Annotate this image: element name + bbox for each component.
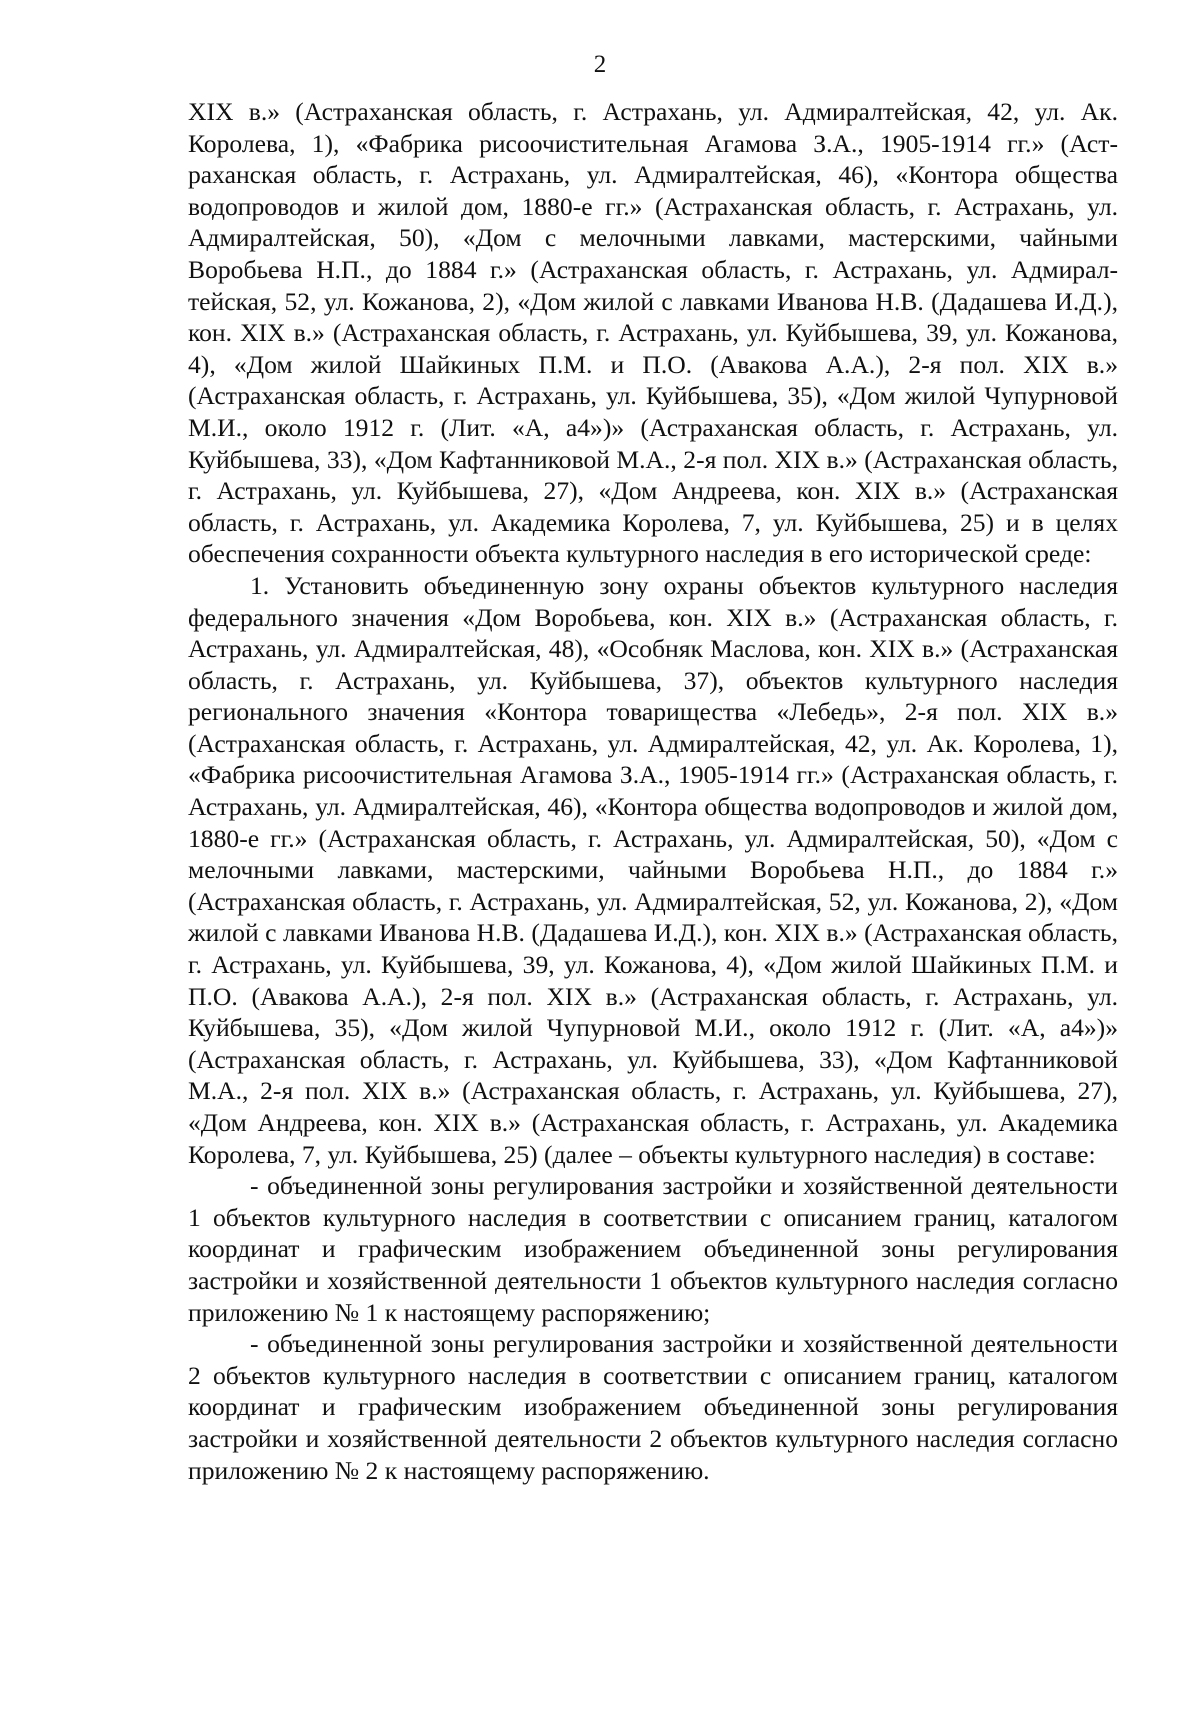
document-body	[188, 96, 1118, 1486]
paragraph-zone-2: - объединенной зоны регулирования застройки и хозяйственной деятельности 2 объектов культурного наследия в соответствии с описанием границ, каталогом координат и графическим изображением объединенной зоны регулирования застройки и хозяйственной деятельности 2 объектов культурного наследия согласно приложению № 2 к настоящему распоряжению.	[188, 1329, 1118, 1485]
paragraph-zone-1: - объединенной зоны регулирования застройки и хозяйственной деятельности 1 объектов культурного наследия в соответствии с описанием границ, каталогом координат и графическим изображением объединенной зоны регулирования застройки и хозяйственной деятельности 1 объектов культурного наследия согласно приложению № 1 к настоящему распоряжению;	[188, 1171, 1118, 1327]
paragraph-continuation: XIX в.» (Астраханская область, г. Астрахань, ул. Адмиралтейская, 42, ул. Ак. Королева, 1), «Фабрика рисоочистительная Агамова З.А., 1905-1914 гг.» (Астраханская область, г. Астрахань, ул. Адмиралтейская, 46), «Контора общества водопроводов и жилой дом, 1880-е гг.» (Астраханская область, г. Астрахань, ул. Адмиралтейская, 50), «Дом с мелочными лавками, мастерскими, чайными Воробьева Н.П., до 1884 г.» (Астраханская область, г. Астрахань, ул. Адмиралтейская, 52, ул. Кожанова, 2), «Дом жилой с лавками Иванова Н.В. (Дадашева И.Д.), кон. XIX в.» (Астраханская область, г. Астрахань, ул. Куйбышева, 39, ул. Кожанова, 4), «Дом жилой Шайкиных П.М. и П.О. (Авакова А.А.), 2-я пол. XIX в.» (Астраханская область, г. Астрахань, ул. Куйбышева, 35), «Дом жилой Чупурновой М.И., около 1912 г. (Лит. «А, а4»)» (Астраханская область, г. Астрахань, ул. Куйбышева, 33), «Дом Кафтанниковой М.А., 2-я пол. XIX в.» (Астраханская область, г. Астрахань, ул. Куйбышева, 27), «Дом Андреева, кон. XIX в.» (Астраханская область, г. Астрахань, ул. Академика Королева, 7, ул. Куйбышева, 25) и в целях обеспечения сохранности объекта культурного наследия в его исторической среде:	[188, 97, 1118, 569]
paragraph-item-1: 1. Установить объединенную зону охраны объектов культурного наследия федерального значения «Дом Воробьева, кон. XIX в.» (Астраханская область, г. Астрахань, ул. Адмиралтейская, 48), «Особняк Маслова, кон. XIX в.» (Астраханская область, г. Астрахань, ул. Куйбышева, 37), объектов культурного наследия регионального значения «Контора товарищества «Лебедь», 2-я пол. XIX в.» (Астраханская область, г. Астрахань, ул. Адмиралтейская, 42, ул. Ак. Королева, 1), «Фабрика рисоочистительная Агамова З.А., 1905-1914 гг.» (Астраханская область, г. Астрахань, ул. Адмиралтейская, 46), «Контора общества водопроводов и жилой дом, 1880-е гг.» (Астраханская область, г. Астрахань, ул. Адмиралтейская, 50), «Дом с мелочными лавками, мастерскими, чайными Воробьева Н.П., до 1884 г.» (Астраханская область, г. Астрахань, ул. Адмиралтейская, 52, ул. Кожанова, 2), «Дом жилой с лавками Иванова Н.В. (Дадашева И.Д.), кон. XIX в.» (Астраханская область, г. Астрахань, ул. Куйбышева, 39, ул. Кожанова, 4), «Дом жилой Шайкиных П.М. и П.О. (Авакова А.А.), 2-я пол. XIX в.» (Астраханская область, г. Астрахань, ул. Куйбышева, 35), «Дом жилой Чупурновой М.И., около 1912 г. (Лит. «А, а4»)» (Астраханская область, г. Астрахань, ул. Куйбышева, 33), «Дом Кафтанниковой М.А., 2-я пол. XIX в.» (Астраханская область, г. Астрахань, ул. Куйбышева, 27), «Дом Андреева, кон. XIX в.» (Астраханская область, г. Астрахань, ул. Академика Королева, 7, ул. Куйбышева, 25) (далее – объекты культурного наследия) в составе:	[188, 570, 1118, 1169]
page-number: 2	[593, 51, 607, 78]
